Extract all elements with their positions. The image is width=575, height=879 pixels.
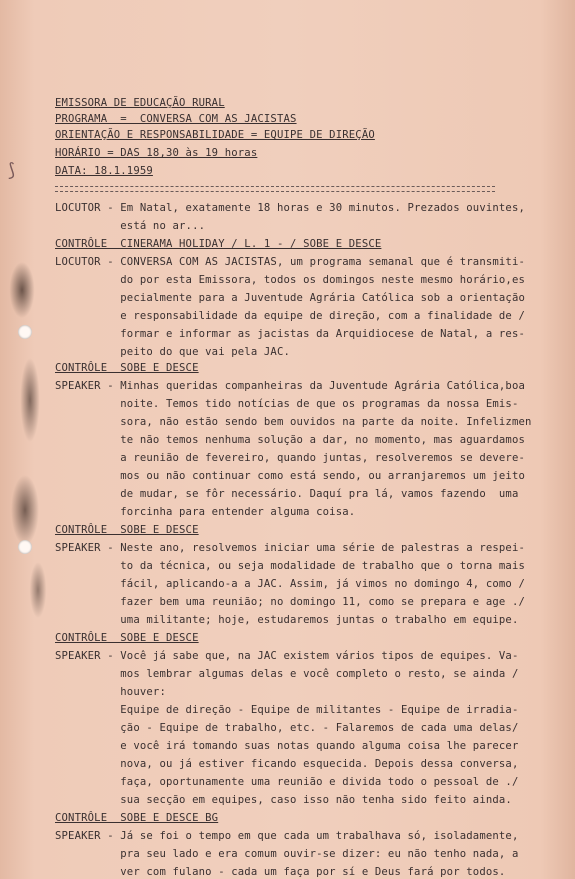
script-line: está no ar...	[55, 220, 206, 232]
header-horario: HORÁRIO = DAS 18,30 às 19 horas	[55, 147, 258, 159]
script-line: fazer bem uma reunião; no domingo 11, como se prepara e age ./	[55, 596, 526, 608]
binding-stain	[0, 250, 55, 630]
control-cue: CONTRÔLE CINERAMA HOLIDAY / L. 1 - / SOBE E DESCE	[55, 238, 382, 250]
script-line: do por esta Emissora, todos os domingos neste mesmo horário,es	[55, 274, 526, 286]
script-line: nova, ou já estiver ficando esquecida. Depois dessa conversa,	[55, 758, 519, 770]
script-line: uma militante; hoje, estudaremos juntas o trabalho em equipe.	[55, 614, 519, 626]
script-line: de mudar, se fôr necessário. Daquí pra lá, vamos fazendo uma	[55, 488, 519, 500]
script-line: SPEAKER - Minhas queridas companheiras da Juventude Agrária Católica,boa	[55, 380, 526, 392]
script-line: noite. Temos tido notícias de que os programas da nossa Emis-	[55, 398, 519, 410]
script-line: mos lembrar algumas delas e você completo o resto, se ainda /	[55, 668, 519, 680]
script-line: SPEAKER - Você já sabe que, na JAC existem vários tipos de equipes. Va-	[55, 650, 519, 662]
control-cue: CONTRÔLE SOBE E DESCE BG	[55, 812, 219, 824]
control-cue: CONTRÔLE SOBE E DESCE	[55, 632, 199, 644]
divider-rule	[55, 186, 495, 192]
script-line: LOCUTOR - CONVERSA COM AS JACISTAS, um programa semanal que é transmiti-	[55, 256, 526, 268]
control-cue: CONTRÔLE SOBE E DESCE	[55, 524, 199, 536]
script-line: pecialmente para a Juventude Agrária Católica sob a orientação	[55, 292, 526, 304]
script-line: formar e informar as jacistas da Arquidiocese de Natal, a res-	[55, 328, 526, 340]
script-line: LOCUTOR - Em Natal, exatamente 18 horas e 30 minutos. Prezados ouvintes,	[55, 202, 526, 214]
script-line: SPEAKER - Já se foi o tempo em que cada um trabalhava só, isoladamente,	[55, 830, 519, 842]
script-line: sua secção em equipes, caso isso não tenha sido feito ainda.	[55, 794, 512, 806]
script-line: te não temos nenhuma solução a dar, no momento, mas aguardamos	[55, 434, 526, 446]
punch-hole	[18, 325, 32, 339]
script-line: peito do que vai pela JAC.	[55, 346, 291, 358]
control-cue: CONTRÔLE SOBE E DESCE	[55, 362, 199, 374]
script-line: pra seu lado e era comum ouvir-se dizer: eu não tenho nada, a	[55, 848, 519, 860]
punch-hole	[18, 540, 32, 554]
script-line: e responsabilidade da equipe de direção, com a finalidade de /	[55, 310, 526, 322]
script-line: mos ou não continuar como está sendo, ou arranjaremos um jeito	[55, 470, 526, 482]
script-line: faça, oportunamente uma reunião e divida todo o pessoal de ./	[55, 776, 519, 788]
header-programa: PROGRAMA = CONVERSA COM AS JACISTAS	[55, 113, 297, 125]
script-line: sora, não estão sendo bem ouvidos na parte da noite. Infelizmen	[55, 416, 532, 428]
script-line: houver:	[55, 686, 166, 698]
script-line: SPEAKER - Neste ano, resolvemos iniciar uma série de palestras a respei-	[55, 542, 526, 554]
script-line: e você irá tomando suas notas quando alguma coisa lhe parecer	[55, 740, 519, 752]
script-line: Equipe de direção - Equipe de militantes - Equipe de irradia-	[55, 704, 519, 716]
script-line: forcinha para entender alguma coisa.	[55, 506, 356, 518]
script-line: ver com fulano - cada um faça por sí e Deus fará por todos.	[55, 866, 506, 878]
header-orientacao: ORIENTAÇÃO E RESPONSABILIDADE = EQUIPE DE DIREÇÃO	[55, 129, 375, 141]
header-emissora: EMISSORA DE EDUCAÇÃO RURAL	[55, 97, 225, 109]
script-line: a reunião de fevereiro, quando juntas, resolveremos se devere-	[55, 452, 526, 464]
script-line: fácil, aplicando-a a JAC. Assim, já vimos no domingo 4, como /	[55, 578, 526, 590]
staple-mark-icon: ⟆	[6, 160, 17, 181]
script-line: ção - Equipe de trabalho, etc. - Falaremos de cada uma delas/	[55, 722, 519, 734]
header-data: DATA: 18.1.1959	[55, 165, 153, 177]
script-line: to da técnica, ou seja modalidade de trabalho que o torna mais	[55, 560, 526, 572]
